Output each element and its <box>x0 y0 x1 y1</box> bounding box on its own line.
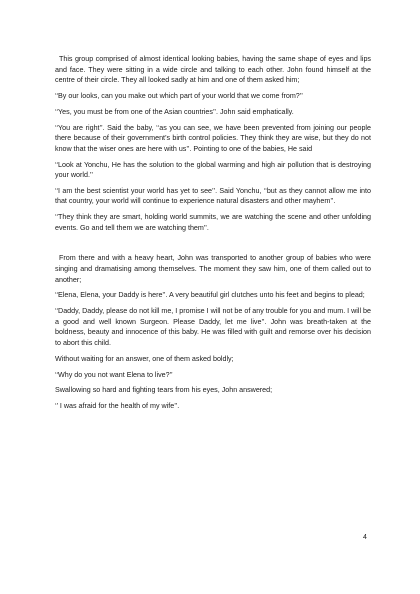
paragraph-dialogue: ‘‘I am the best scientist your world has yet to see’’. Said Yonchu, ‘‘but as they cannot allow me into that country, your world will continue to experience natural disasters and other mayhem’’. <box>55 186 371 206</box>
page-number: 4 <box>363 534 367 541</box>
paragraph-dialogue: ‘‘Why do you not want Elena to live?’’ <box>55 370 173 379</box>
paragraph-dialogue: ‘‘Elena, Elena, your Daddy is here’’. A very beautiful girl clutches unto his feet and begins to plead; <box>55 291 365 300</box>
paragraph-intro: This group comprised of almost identical looking babies, having the same shape of eyes and lips and face. They were sitting in a wide circle and talking to each other. John found himself at the centre of their circle. They all looked sadly at him and one of them asked him; <box>55 55 371 85</box>
paragraph-dialogue: ‘‘By our looks, can you make out which part of your world that we come from?’’ <box>55 91 303 100</box>
paragraph-dialogue: ‘’ I was afraid for the health of my wife’’. <box>55 402 180 411</box>
paragraph-dialogue: ‘‘They think they are smart, holding world summits, we are watching the scene and other unfolding events. Go and tell them we are watching them’’. <box>55 213 371 232</box>
paragraph-narration: Without waiting for an answer, one of them asked boldly; <box>55 354 234 363</box>
paragraph-dialogue: ‘‘Yes, you must be from one of the Asian countries’’. John said emphatically. <box>55 107 294 116</box>
paragraph-dialogue: ‘‘Daddy, Daddy, please do not kill me, I promise I will not be of any trouble for you and mum. I will be a good and well known Surgeon. Please Daddy, let me live’’. John was breath-taken at the boldness, beauty and innocence of this baby. He was filled with guilt and remorse over his decision to abort this child. <box>55 307 371 347</box>
paragraph-narration: Swallowing so hard and fighting tears from his eyes, John answered; <box>55 386 273 395</box>
paragraph-section-start: From there and with a heavy heart, John was transported to another group of babies who were singing and dramatising among themselves. The moment they saw him, one of them called out to another; <box>55 254 371 284</box>
body-text <box>55 54 371 417</box>
paragraph-dialogue: ‘‘Look at Yonchu, He has the solution to the global warming and high air pollution that is destroying your world.’’ <box>55 160 371 180</box>
paragraph-dialogue: ‘‘You are right’’. Said the baby, ‘‘as you can see, we have been prevented from joining our people there because of their government’s birth control policies. They think they are wise, but they do not know that the wiser ones are here with us’’. Pointing to one of the babies, He said <box>55 123 371 153</box>
